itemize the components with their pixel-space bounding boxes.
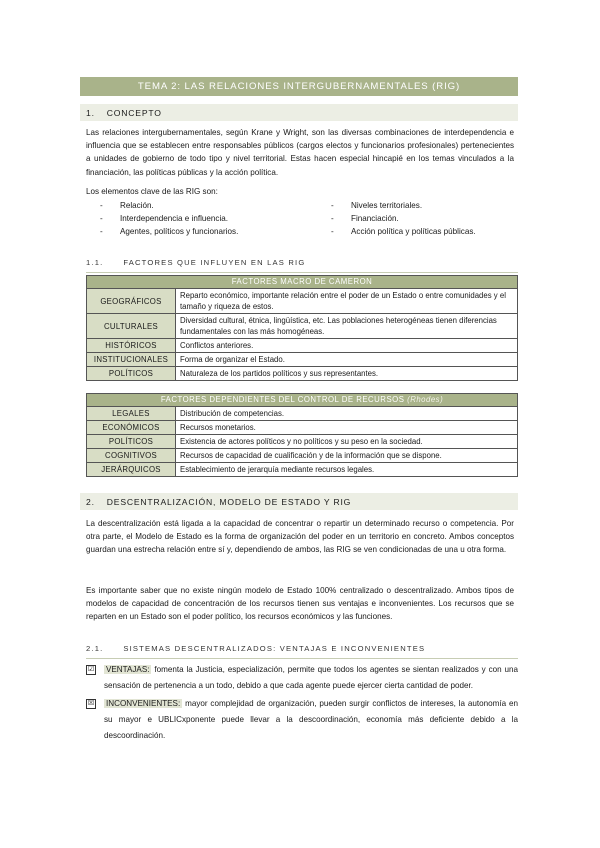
table-row: [87, 407, 518, 421]
advantages-label: VENTAJAS:: [106, 665, 150, 674]
table-header: [87, 394, 518, 407]
subsection-2-1-heading: [86, 644, 518, 659]
disadvantages-item: [86, 696, 518, 744]
factor-value: Establecimiento de jerarquía mediante recursos legales.: [176, 463, 518, 477]
factor-key: GEOGRÁFICOS: [87, 289, 176, 314]
section-2-paragraph-1: La descentralización está ligada a la capacidad de concentrar o repartir un determinado recurso o competencia. Por otra parte, el Modelo de Estado es la forma de organización del poder en un territorio en concreto. Ambos conceptos guardan una estrecha relación entre sí y, dependiendo de ambos, las RIG se ven condicionadas de una u otra forma.: [86, 519, 514, 555]
section-2-number: 2.: [86, 496, 95, 507]
factor-key: INSTITUCIONALES: [87, 353, 176, 367]
table-header-note: (Rhodes): [407, 395, 444, 404]
factor-key: COGNITIVOS: [87, 449, 176, 463]
key-elements-right: [331, 199, 476, 239]
factor-value: Recursos de capacidad de cualificación y de la información que se dispone.: [176, 449, 518, 463]
factor-value: Conflictos anteriores.: [176, 339, 518, 353]
section-2-heading: [80, 493, 518, 510]
subsection-1-1-number: 1.1.: [86, 258, 104, 267]
table-row: [87, 463, 518, 477]
table-row: [87, 289, 518, 314]
section-1-intro: Los elementos clave de las RIG son:: [86, 187, 218, 196]
pros-cons-list: [86, 662, 518, 744]
table-row: [87, 339, 518, 353]
factor-key: POLÍTICOS: [87, 435, 176, 449]
section-1-number: 1.: [86, 107, 95, 118]
disadvantages-text: mayor complejidad de organización, pueden surgir conflictos de intereses, la autonomía en su mayor e UBLICxponente puede llevar a la descoordinación, economía más deficiente debido a la descoordinación.: [104, 699, 518, 740]
section-2-label: DESCENTRALIZACIÓN, MODELO DE ESTADO Y RIG: [106, 496, 352, 507]
table-row: [87, 367, 518, 381]
factor-key: HISTÓRICOS: [87, 339, 176, 353]
table-row: [87, 435, 518, 449]
section-1-paragraph: Las relaciones intergubernamentales, según Krane y Wright, son las diversas combinaciones de interdependencia e influencia que se establecen entre responsables públicos (cargos electos y funcionarios profesionales) pertenecientes a unidades de gobierno de todo tipo y nivel territorial. Estas hacen especial hincapié en los temas vinculados a la financiación, las políticas públicas y la acción política.: [86, 128, 514, 177]
table-row: [87, 421, 518, 435]
list-item: - Agentes, políticos y funcionarios.: [100, 225, 238, 238]
factor-key: LEGALES: [87, 407, 176, 421]
table-row: [87, 353, 518, 367]
factor-value: Forma de organizar el Estado.: [176, 353, 518, 367]
advantages-item: [86, 662, 518, 694]
subsection-2-1-number: 2.1.: [86, 644, 104, 653]
disadvantages-label: INCONVENIENTES:: [106, 699, 181, 708]
list-item: - Relación.: [100, 199, 238, 212]
section-2-paragraph-2: Es importante saber que no existe ningún modelo de Estado 100% centralizado o descentralizado. Ambos tipos de modelos de capacidad de concentración de los recursos tienen sus ventajas e inconvenientes. Los recursos que se reparten en un Estado son el poder político, los recursos económicos y las funciones.: [86, 586, 514, 622]
factor-value: Existencia de actores políticos y no políticos y su peso en la sociedad.: [176, 435, 518, 449]
table-header-text: FACTORES DEPENDIENTES DEL CONTROL DE RECURSOS: [160, 395, 405, 404]
advantages-text: fomenta la Justicia, especialización, permite que todos los agentes se sientan realizados y con una sensación de pertenencia a un todo, debido a que cada agente puede ejercer cierta cantidad de poder.: [104, 665, 518, 690]
factor-key: CULTURALES: [87, 314, 176, 339]
factor-value: Naturaleza de los partidos políticos y sus representantes.: [176, 367, 518, 381]
section-1-heading: [80, 104, 518, 121]
document-title: TEMA 2: LAS RELACIONES INTERGUBERNAMENTALES (RIG): [80, 77, 518, 96]
factor-value: Diversidad cultural, étnica, lingüística, etc. Las poblaciones heterogéneas tienen diferencias fundamentales con las más homogéneas.: [176, 314, 518, 339]
factor-key: JERÁRQUICOS: [87, 463, 176, 477]
subsection-1-1-label: FACTORES QUE INFLUYEN EN LAS RIG: [123, 258, 306, 267]
key-elements-left: [100, 199, 238, 239]
table-header: FACTORES MACRO DE CAMERON: [87, 276, 518, 289]
resource-control-table: [86, 393, 518, 477]
table-row: [87, 449, 518, 463]
factor-key: ECONÓMICOS: [87, 421, 176, 435]
list-item: - Acción política y políticas públicas.: [331, 225, 476, 238]
crossed-box-icon: ☒: [87, 700, 95, 707]
subsection-1-1-heading: [86, 258, 518, 273]
subsection-2-1-label: SISTEMAS DESCENTRALIZADOS: VENTAJAS E INCONVENIENTES: [123, 644, 426, 653]
list-item: - Niveles territoriales.: [331, 199, 476, 212]
list-item: - Financiación.: [331, 212, 476, 225]
table-row: [87, 314, 518, 339]
list-item: - Interdependencia e influencia.: [100, 212, 238, 225]
factor-value: Recursos monetarios.: [176, 421, 518, 435]
factor-key: POLÍTICOS: [87, 367, 176, 381]
macro-factors-table: [86, 275, 518, 381]
table-header-row: [87, 276, 518, 289]
section-1-label: CONCEPTO: [106, 107, 162, 118]
factor-value: Distribución de competencias.: [176, 407, 518, 421]
checked-box-icon: ☑: [87, 666, 95, 673]
factor-value: Reparto económico, importante relación entre el poder de un Estado o entre comunidades y el tamaño y riqueza de estos.: [176, 289, 518, 314]
table-header-row: [87, 394, 518, 407]
